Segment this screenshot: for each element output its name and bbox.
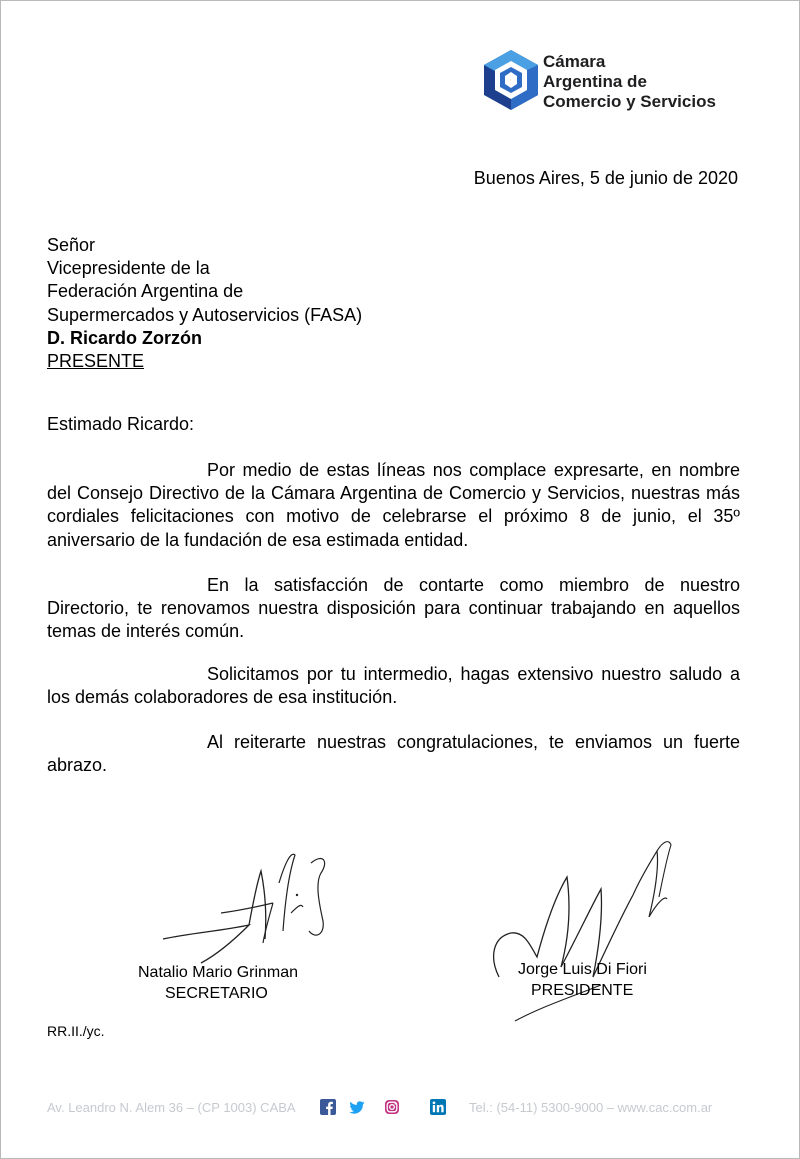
paragraph-2-text: En la satisfacción de contarte como miembro de nuestro Directorio, te renovamos nuestra disposición para continuar trabajando en aquellos temas de interés común.	[47, 575, 740, 642]
signer-right-title: PRESIDENTE	[531, 982, 634, 999]
recipient-line-3: Federación Argentina de	[47, 281, 244, 302]
paragraph-4	[47, 731, 740, 777]
signature-left-handwriting	[161, 843, 341, 973]
footer	[47, 1097, 747, 1119]
linkedin-icon[interactable]	[430, 1099, 446, 1115]
logo-wordmark	[543, 52, 716, 112]
footer-phone-web: Tel.: (54-11) 5300-9000 – www.cac.com.ar	[469, 1100, 713, 1115]
signer-left-name: Natalio Mario Grinman	[138, 964, 299, 981]
logo-line-1: Cámara	[543, 52, 606, 71]
recipient-line-4: Supermercados y Autoservicios (FASA)	[47, 304, 363, 325]
recipient-line-1: Señor	[47, 235, 96, 255]
instagram-icon[interactable]	[384, 1099, 400, 1115]
paragraph-1	[47, 459, 740, 552]
recipient-name: D. Ricardo Zorzón	[47, 327, 203, 348]
recipient-line-2: Vicepresidente de la	[47, 258, 210, 279]
cac-cube-icon	[483, 49, 539, 111]
signer-right-name: Jorge Luis Di Fiori	[518, 961, 647, 978]
footer-address: Av. Leandro N. Alem 36 – (CP 1003) CABA	[47, 1100, 296, 1115]
facebook-icon[interactable]	[320, 1099, 336, 1115]
logo-line-3: Comercio y Servicios	[543, 92, 716, 111]
recipient-block	[47, 234, 362, 373]
reference-initials: RR.II./yc.	[47, 1023, 105, 1039]
salutation: Estimado Ricardo:	[47, 414, 195, 434]
recipient-presente: PRESENTE	[47, 351, 145, 372]
paragraph-3-text: Solicitamos por tu intermedio, hagas extensivo nuestro saludo a los demás colaboradores de esa institución.	[47, 664, 740, 708]
letter-date: Buenos Aires, 5 de junio de 2020	[473, 168, 738, 188]
signer-left-title: SECRETARIO	[165, 985, 268, 1002]
cac-logo	[483, 49, 743, 115]
paragraph-1-text: Por medio de estas líneas nos complace expresarte, en nombre del Consejo Directivo de la Cámara Argentina de Comercio y Servicios, nuestras más cordiales felicitaciones con motivo de celebrarse el próximo 8 de junio, el 35º aniversario de la fundación de esa estimada entidad.	[47, 460, 740, 550]
paragraph-4-text: Al reiterarte nuestras congratulaciones, te enviamos un fuerte abrazo.	[47, 732, 740, 776]
paragraph-3	[47, 663, 740, 709]
logo-line-2: Argentina de	[543, 72, 647, 91]
twitter-icon[interactable]	[349, 1099, 365, 1115]
paragraph-2	[47, 574, 740, 644]
